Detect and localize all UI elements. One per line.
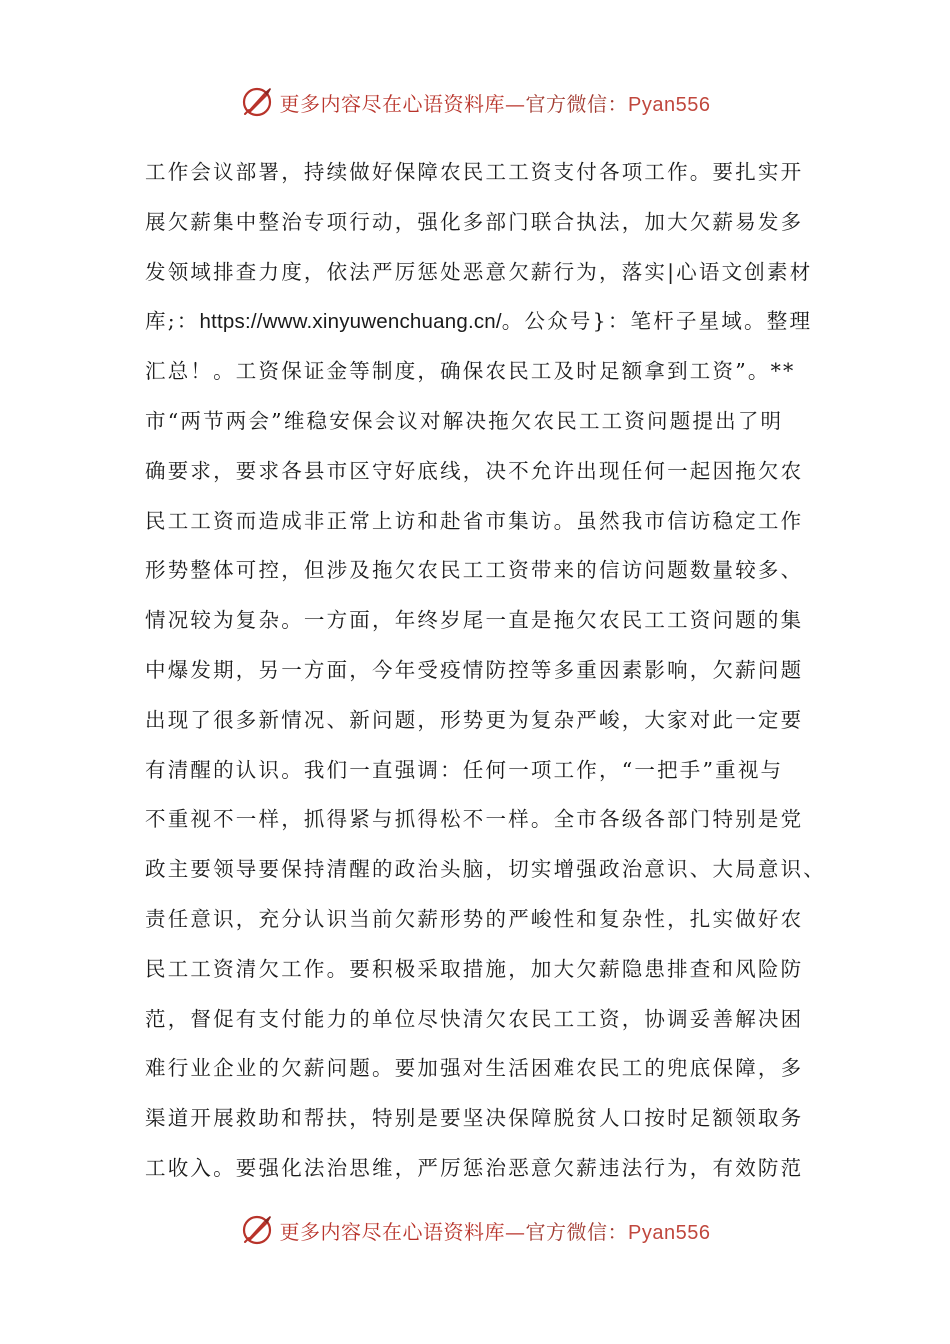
body-line: 有清醒的认识。我们一直强调：任何一项工作，“一把手”重视与 — [145, 757, 784, 782]
body-line: 情况较为复杂。一方面，年终岁尾一直是拖欠农民工工资问题的集 — [145, 608, 804, 633]
body-line-with-url — [145, 297, 813, 347]
body-line: 确要求，要求各县市区守好底线，决不允许出现任何一起因拖欠农 — [145, 458, 804, 483]
body-line-tail: 。公众号}：笔杆子星域。整理 — [501, 309, 813, 334]
quill-pen-icon — [240, 85, 274, 119]
body-line: 中爆发期，另一方面，今年受疫情防控等多重因素影响，欠薪问题 — [145, 657, 804, 682]
body-line: 发领域排查力度，依法严厉惩处恶意欠薪行为，落实|心语文创素材 — [145, 259, 813, 284]
body-line: 市“两节两会”维稳安保会议对解决拖欠农民工工资问题提出了明 — [145, 408, 784, 433]
header-brand: 更多内容尽在心语资料库 — [279, 91, 506, 116]
body-line: 不重视不一样，抓得紧与抓得松不一样。全市各级各部门特别是党 — [145, 807, 804, 832]
document-body — [145, 148, 826, 1194]
body-line: 难行业企业的欠薪问题。要加强对生活困难农民工的兜底保障，多 — [145, 1056, 804, 1081]
body-line: 出现了很多新情况、新问题，形势更为复杂严峻，大家对此一定要 — [145, 707, 804, 732]
header-dash: — — [505, 91, 526, 116]
footer-brand: 更多内容尽在心语资料库 — [279, 1219, 506, 1244]
footer-banner — [0, 1210, 950, 1250]
header-wechat-id: Pyan556 — [628, 93, 711, 116]
quill-pen-icon — [240, 1213, 274, 1247]
body-line: 范，督促有支付能力的单位尽快清欠农民工工资，协调妥善解决困 — [145, 1006, 804, 1031]
body-line: 政主要领导要保持清醒的政治头脑，切实增强政治意识、大局意识、 — [145, 857, 826, 882]
body-line: 展欠薪集中整治专项行动，强化多部门联合执法，加大欠薪易发多 — [145, 209, 804, 234]
header-text — [280, 88, 711, 117]
body-url-text: https://www.xinyuwenchuang.cn/ — [199, 310, 502, 334]
body-line: 渠道开展救助和帮扶，特别是要坚决保障脱贫人口按时足额领取务 — [145, 1106, 804, 1131]
header-wechat-label: 官方微信： — [525, 91, 629, 116]
body-line: 民工工资而造成非正常上访和赴省市集访。虽然我市信访稳定工作 — [145, 508, 804, 533]
body-line: 工作会议部署，持续做好保障农民工工资支付各项工作。要扎实开 — [145, 160, 804, 184]
footer-text — [280, 1216, 711, 1245]
body-line: 形势整体可控，但涉及拖欠农民工工资带来的信访问题数量较多、 — [145, 558, 804, 583]
body-line: 汇总！。工资保证金等制度，确保农民工及时足额拿到工资”。** — [145, 359, 796, 384]
body-line-start: 库;： — [145, 309, 200, 334]
header-banner — [0, 82, 950, 122]
footer-wechat-label: 官方微信： — [525, 1219, 629, 1244]
footer-dash: — — [505, 1219, 526, 1244]
body-line: 工收入。要强化法治思维，严厉惩治恶意欠薪违法行为，有效防范 — [145, 1155, 804, 1180]
footer-wechat-id: Pyan556 — [628, 1221, 711, 1244]
body-line: 民工工资清欠工作。要积极采取措施，加大欠薪隐患排查和风险防 — [145, 956, 804, 981]
body-line: 责任意识，充分认识当前欠薪形势的严峻性和复杂性，扎实做好农 — [145, 906, 804, 931]
